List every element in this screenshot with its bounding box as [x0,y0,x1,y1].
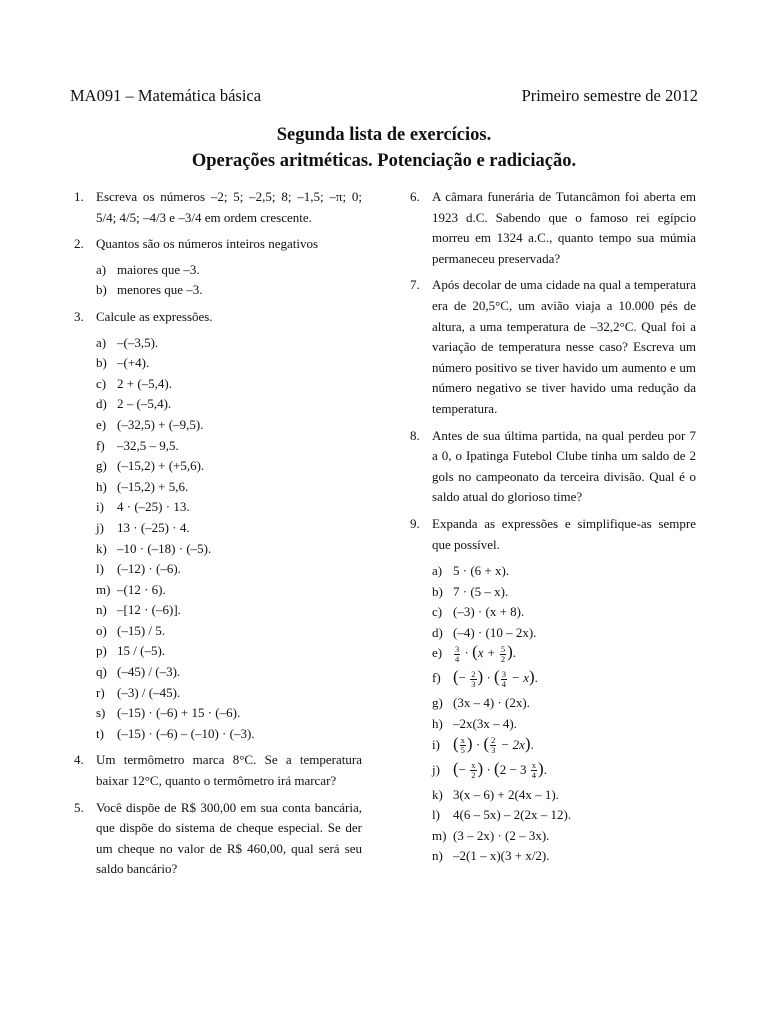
sub-item-expression: –32,5 – 9,5. [117,437,179,453]
sub-item-expression: (–32,5) + (–9,5). [117,416,204,432]
sub-item-label: r) [96,684,105,700]
fraction: $\frac{x}{2}$ [471,760,476,781]
sub-items [96,260,362,301]
question-text: Antes de sua última partida, na qual perdeu por 7 a 0, o Ipatinga Futebol Clube tinha um saldo de 2 gols no campeonato da terceira divisão. Qual é o saldo atual do glorioso time? [432,427,696,505]
question-text: A câmara funerária de Tutancâmon foi aberta em 1923 d.C. Sabendo que o famoso rei egípcio morreu em 1324 a.C., quanto tempo sua múmia permaneceu preservada? [432,189,696,266]
sub-item-label: c) [96,375,107,391]
sub-item-label: m) [96,581,111,597]
sub-item [96,724,362,745]
sub-item [96,456,362,477]
sub-item-expression: –(12 · 6). [117,581,166,597]
q9-item-d: d) (–4) · (10 – 2x). [432,624,537,640]
sub-item [96,600,362,621]
question-7 [406,275,696,419]
fraction: $\frac{x}{4}$ [531,760,537,781]
question-8 [406,426,696,508]
q9-item-j: j) (− $\frac{x}{2}$ ) · (2 − 3 $\frac{x}{4}$ ). [432,758,547,781]
question-6 [406,187,696,269]
sub-item-label: b) [96,282,107,298]
sub-item-expression: 2 + (–5,4). [117,375,172,391]
sub-item [96,333,362,354]
question-number: 6. [410,189,420,204]
sub-item-expression: (–15) · (–6) – (–10) · (–3). [117,725,255,741]
sub-item-expression: 13 · (–25) · 4. [117,519,190,535]
sub-item-label: h) [96,478,107,494]
semester: Primeiro semestre de 2012 [521,86,698,105]
question-number: 4. [74,752,84,768]
sub-item [96,559,362,580]
question-number: 3. [74,308,84,324]
question-text: Um termômetro marca 8°C. Se a temperatura baixar 12°C, quanto o termômetro irá marcar? [96,752,362,789]
q9-item-e: e) $\frac{3}{4}$ · (x + $\frac{5}{2}$ ). [432,642,516,664]
sub-item-label: n) [96,602,107,618]
sub-item-expression: (–15,2) + (+5,6). [117,458,205,474]
question-text: Escreva os números –2; 5; –2,5; 8; –1,5; –π; 0; 5/4; 4/5; –4/3 e –3/4 em ordem crescente. [96,189,362,225]
question-text: Você dispõe de R$ 300,00 em sua conta bancária, que dispõe do sistema de cheque especial. Se der um cheque no valor de R$ 460,00, qual será seu saldo bancário? [96,799,362,877]
q9-item-m: m) (3 – 2x) · (2 – 3x). [432,827,550,843]
fraction: $\frac{x}{5}$ [460,735,465,756]
sub-item [96,621,362,642]
sub-item-label: p) [96,643,107,659]
fraction: $\frac{2}{3}$ [491,735,496,756]
sub-item-label: f) [96,437,105,453]
q9-item-c: c) (–3) · (x + 8). [432,604,525,620]
question-text: Expanda as expressões e simplifique-as sempre que possível. [432,515,696,552]
sub-item-label: o) [96,622,107,638]
sub-item-label: a) [96,334,107,350]
sub-item [96,641,362,662]
sub-item-label: i) [96,499,104,515]
q9-items [432,561,696,867]
sub-item [96,683,362,704]
page-header [70,86,698,110]
question-text: Após decolar de uma cidade na qual a temperatura era de 20,5°C, um avião viaja a 10.000 pés de altura, a uma temperatura de –32,2°C. Qual foi a variação de temperatura nesse caso? Escreva um número positivo se tiver havido um aumento e um número negativo se tiver havido uma redução da temperatura. [432,277,696,416]
sub-item-expression: maiores que –3. [117,261,200,277]
sub-item-expression: –10 · (–18) · (–5). [117,540,212,556]
q9-item-a: a) 5 · (6 + x). [432,563,510,579]
course-name: MA091 – Matemática básica [70,86,262,105]
sub-item [96,497,362,518]
sub-item-label: q) [96,664,107,680]
sub-item [96,436,362,457]
sub-item-label: j) [96,519,104,535]
question-number: 1. [74,189,84,204]
sub-item-label: a) [96,261,107,277]
sub-item [96,280,362,301]
q9-item-b: b) 7 · (5 – x). [432,583,509,599]
sub-item-expression: –[12 · (–6)]. [117,602,181,618]
sub-item [96,394,362,415]
right-column [406,187,696,867]
sub-item-expression: 2 – (–5,4). [117,396,172,412]
sub-item [96,703,362,724]
sub-item [96,580,362,601]
sub-item-expression: (–45) / (–3). [117,664,181,680]
sub-item-label: t) [96,725,104,741]
sub-item [96,477,362,498]
sub-item-label: e) [96,416,107,432]
q9-item-k: k) 3(x – 6) + 2(4x – 1). [432,786,559,802]
question-number: 9. [410,515,420,531]
q9-item-i: i) ( $\frac{x}{5}$ ) · ( $\frac{2}{3}$ − 2x). [432,733,534,756]
title-line-1: Segunda lista de exercícios. [276,125,492,145]
sub-item [96,518,362,539]
sub-item [96,374,362,395]
sub-item-label: k) [96,540,107,556]
q9-item-l: l) 4(6 – 5x) – 2(2x – 12). [432,807,572,823]
question-number: 7. [410,277,420,293]
sub-item [96,260,362,281]
question-4 [70,750,362,791]
question-5 [70,798,362,880]
question-text: Calcule as expressões. [96,308,213,324]
sub-item-label: g) [96,458,107,474]
q9-item-f: f) (− $\frac{2}{3}$ ) · ( $\frac{3}{4}$ − x). [432,667,538,689]
page-title [0,122,768,174]
title-line-2: Operações aritméticas. Potenciação e radiciação. [191,151,577,171]
left-column [70,187,362,886]
sub-item-expression: (–15) · (–6) + 15 · (–6). [117,705,241,721]
question-3 [70,307,362,744]
q9-item-h: h) –2x(3x – 4). [432,716,517,732]
q9-item-g: g) (3x – 4) · (2x). [432,695,530,711]
sub-items [96,333,362,745]
sub-item-label: l) [96,561,104,577]
sub-item [96,539,362,560]
question-9 [406,514,696,555]
sub-item-expression: –(+4). [117,355,150,371]
sub-item [96,415,362,436]
sub-item-expression: (–3) / (–45). [117,684,181,700]
fraction: $\frac{3}{4}$ [501,668,506,689]
question-number: 8. [410,427,420,443]
question-1 [70,187,362,228]
sub-item-label: b) [96,355,107,371]
sub-item [96,662,362,683]
sub-item-expression: (–15,2) + 5,6. [117,478,189,494]
fraction: $\frac{2}{3}$ [471,668,476,689]
question-text: Quantos são os números inteiros negativos [96,236,319,252]
sub-item [96,353,362,374]
fraction: $\frac{5}{2}$ [500,643,506,664]
sub-item-expression: menores que –3. [117,282,203,298]
question-number: 2. [74,236,84,252]
sub-item-expression: (–15) / 5. [117,622,166,638]
question-number: 5. [74,799,84,815]
sub-item-expression: (–12) · (–6). [117,561,181,577]
q9-item-n: n) –2(1 – x)(3 + x/2). [432,848,550,864]
sub-item-expression: 4 · (–25) · 13. [117,499,190,515]
right-questions [406,187,696,555]
sub-item-label: s) [96,705,106,721]
fraction: $\frac{3}{4}$ [455,643,460,664]
sub-item-expression: 15 / (–5). [117,643,166,659]
question-2 [70,234,362,301]
sub-item-expression: –(–3,5). [117,334,159,350]
sub-item-label: d) [96,396,107,412]
